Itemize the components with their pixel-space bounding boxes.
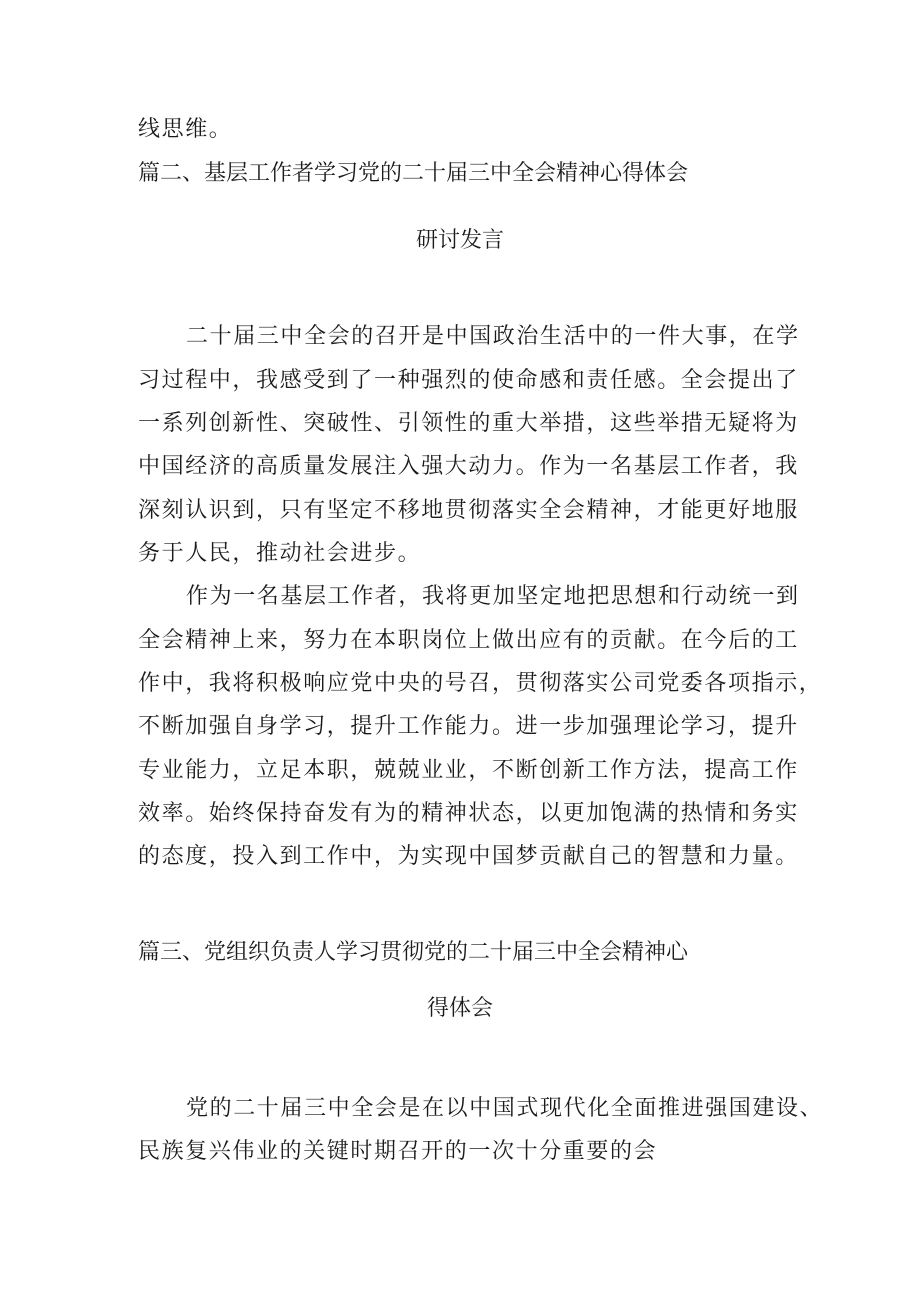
section-2-para-2-line-2: 全会精神上来，努力在本职岗位上做出应有的贡献。在今后的工 [138, 628, 799, 653]
section-2-para-1-line-3: 一系列创新性、突破性、引领性的重大举措，这些举措无疑将为 [138, 411, 799, 436]
section-2-para-2-line-6: 效率。始终保持奋发有为的精神状态，以更加饱满的热情和务实 [138, 801, 799, 826]
section-2-title-line-2: 研讨发言 [415, 228, 504, 253]
section-3-title-line-1: 篇三、党组织负责人学习贯彻党的二十届三中全会精神心 [138, 940, 689, 965]
section-2-para-1-line-5: 深刻认识到，只有坚定不移地贯彻落实全会精神，才能更好地服 [138, 498, 799, 523]
section-2-para-2-line-5: 专业能力，立足本职，兢兢业业，不断创新工作方法，提高工作 [138, 758, 799, 783]
section-2-para-2-line-7: 的态度，投入到工作中，为实现中国梦贡献自己的智慧和力量。 [138, 844, 799, 869]
section-3-para-1-line-2: 民族复兴伟业的关键时期召开的一次十分重要的会 [138, 1139, 658, 1164]
section-2-para-1-line-4: 中国经济的高质量发展注入强大动力。作为一名基层工作者，我 [138, 454, 799, 479]
section-2-para-2-line-3: 作中，我将积极响应党中央的号召，贯彻落实公司党委各项指示， [138, 671, 823, 696]
paragraph-fragment: 线思维。 [138, 117, 233, 142]
section-2-para-1-line-2: 习过程中，我感受到了一种强烈的使命感和责任感。全会提出了 [138, 368, 799, 393]
section-2-para-1-line-1: 二十届三中全会的召开是中国政治生活中的一件大事，在学 [186, 324, 800, 349]
section-2-para-2-line-4: 不断加强自身学习，提升工作能力。进一步加强理论学习，提升 [138, 714, 799, 739]
section-2-title-line-1: 篇二、基层工作者学习党的二十届三中全会精神心得体会 [138, 161, 689, 186]
section-3-para-1-line-1: 党的二十届三中全会是在以中国式现代化全面推进强国建设、 [186, 1096, 824, 1121]
section-2-para-1-line-6: 务于人民，推动社会进步。 [138, 541, 422, 566]
section-3-title-line-2: 得体会 [426, 996, 493, 1021]
section-2-para-2-line-1: 作为一名基层工作者，我将更加坚定地把思想和行动统一到 [186, 584, 800, 609]
